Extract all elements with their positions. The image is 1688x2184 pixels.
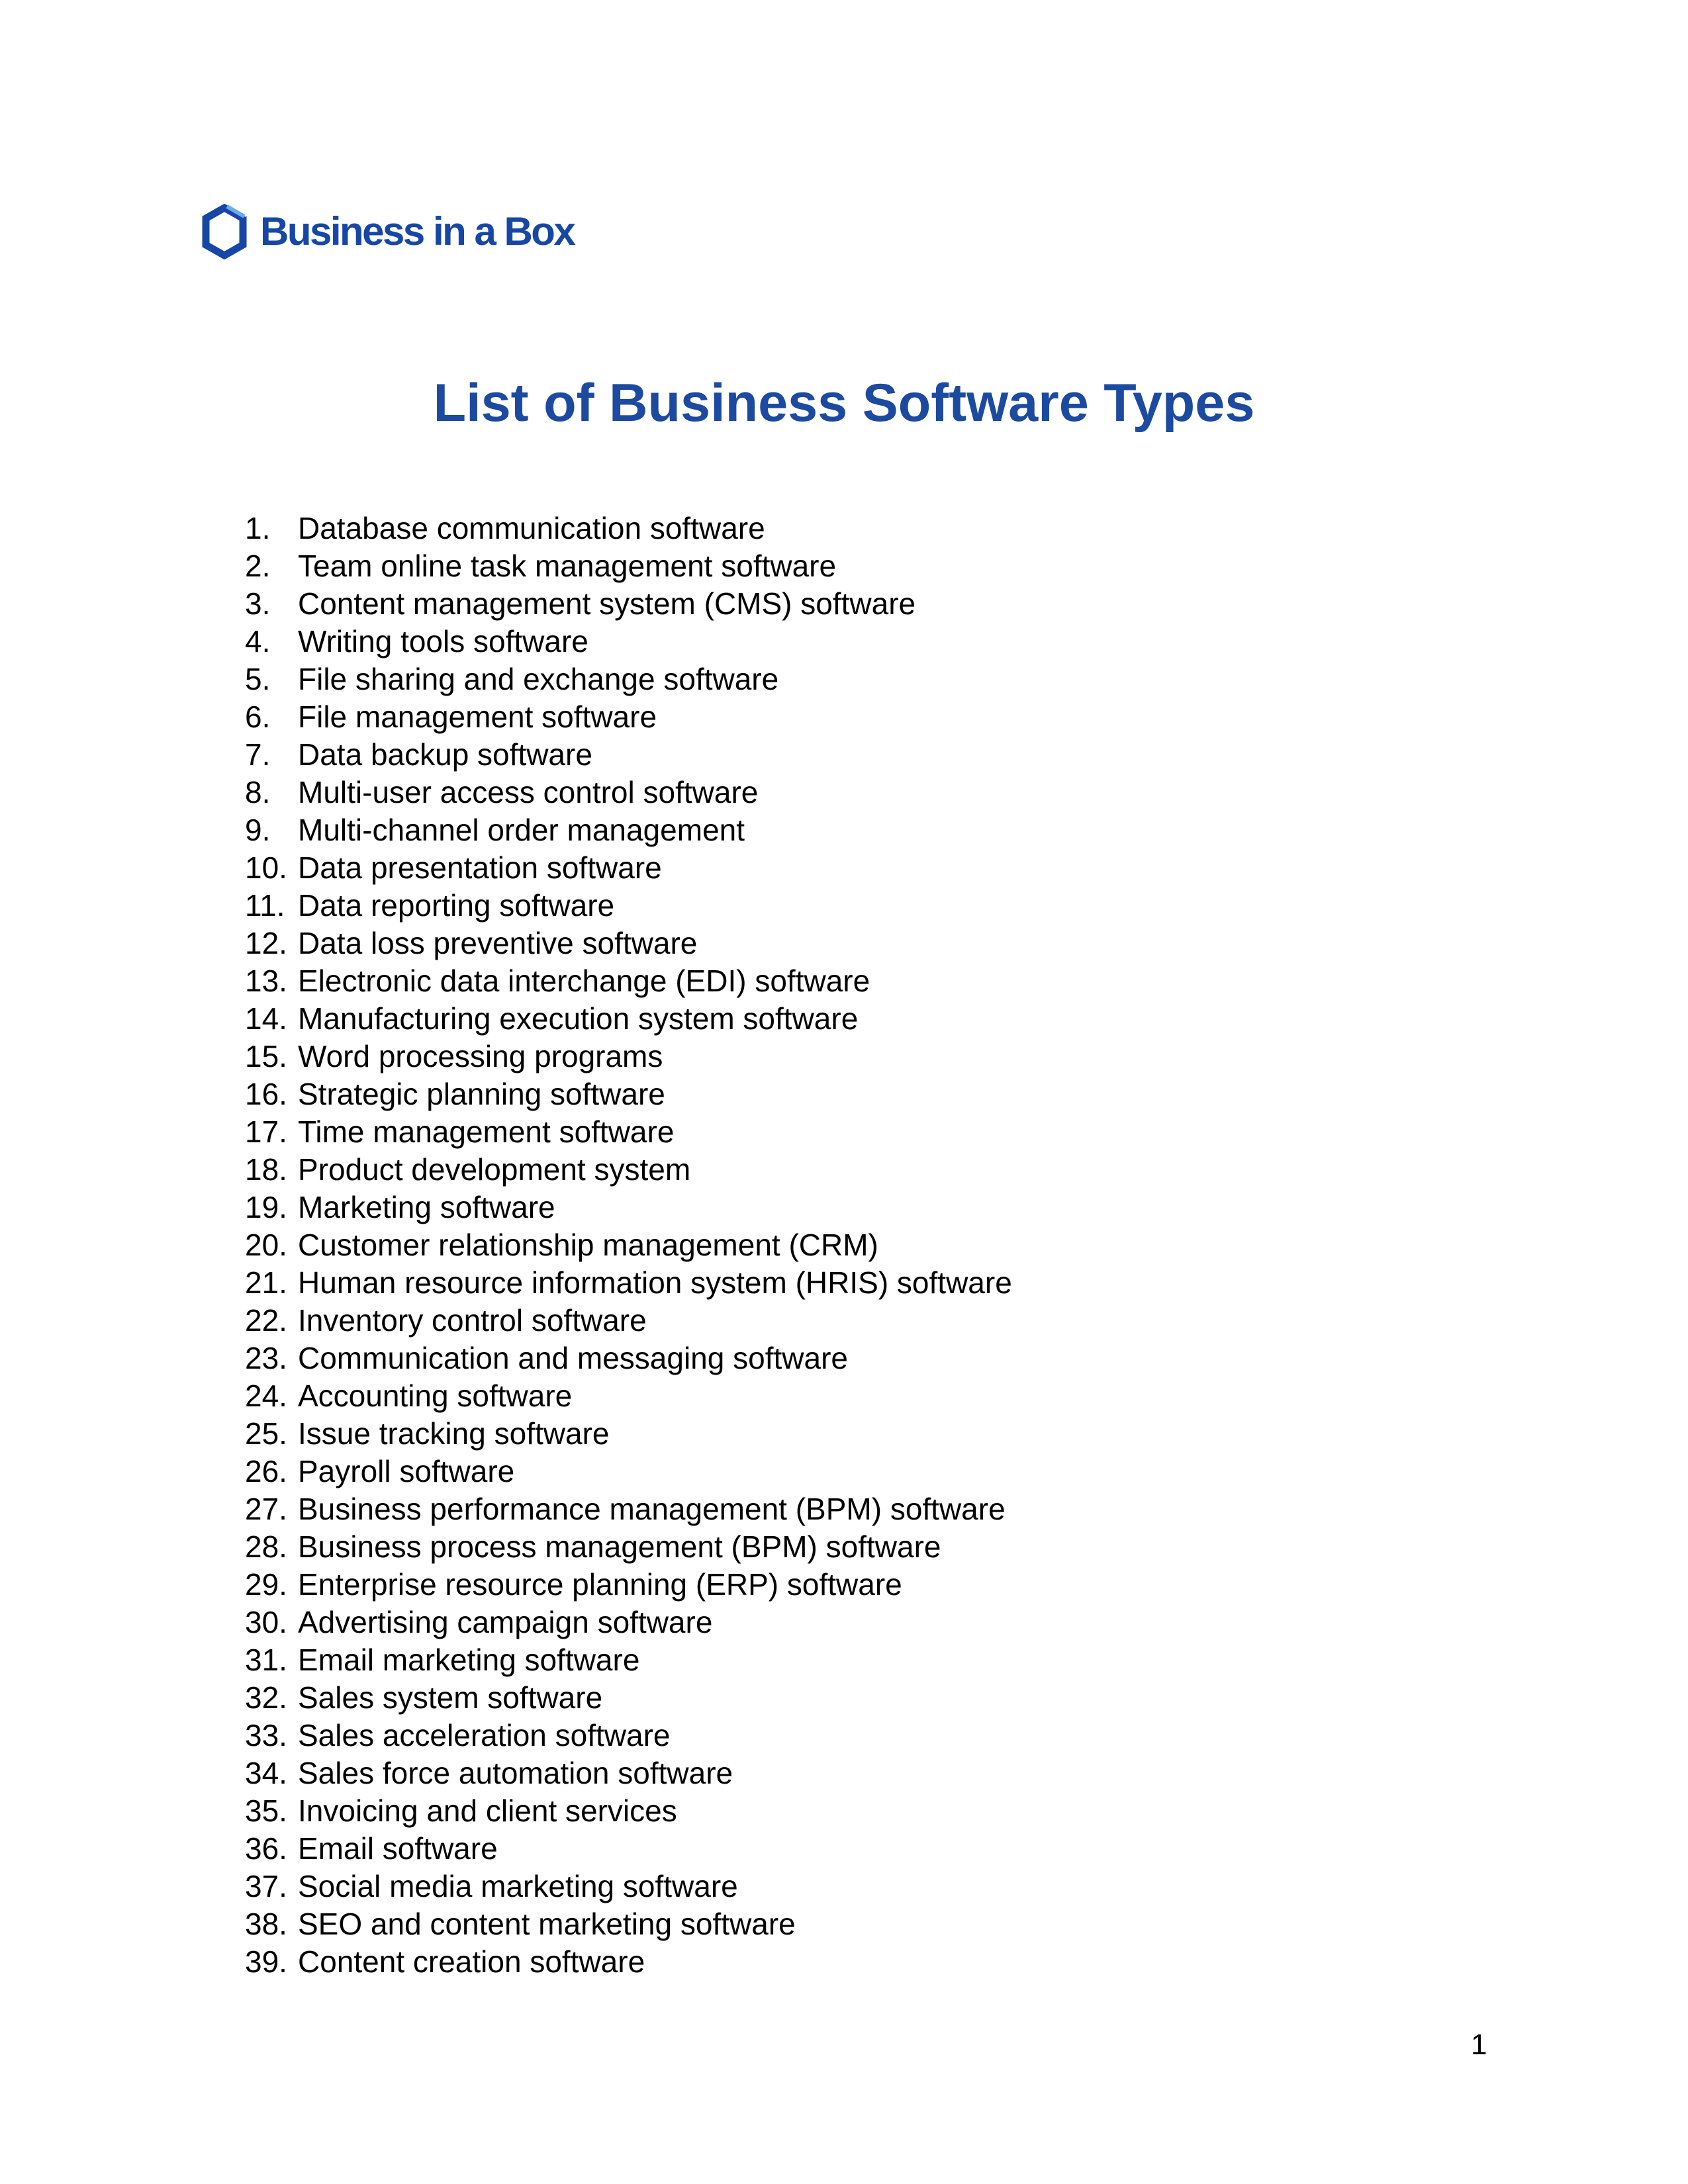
list-item-number: 4. xyxy=(245,624,271,659)
list-item-number: 32. xyxy=(245,1680,287,1715)
list-item-number: 16. xyxy=(245,1077,287,1111)
list-item-text: Data loss preventive software xyxy=(298,926,698,960)
list-item-number: 15. xyxy=(245,1039,287,1073)
list-item-number: 12. xyxy=(245,926,287,960)
list-item-text: Product development system xyxy=(298,1152,691,1187)
list-item-number: 11. xyxy=(245,888,285,923)
list-item xyxy=(245,1189,1012,1226)
list-item-text: Team online task management software xyxy=(298,549,837,583)
list-item xyxy=(245,1000,1012,1038)
list-item-number: 8. xyxy=(245,775,271,809)
list-item xyxy=(245,1754,1012,1792)
hexagon-logo-icon xyxy=(201,204,248,259)
list-item xyxy=(245,1868,1012,1905)
list-item-text: Customer relationship management (CRM) xyxy=(298,1228,878,1262)
list-item xyxy=(245,1490,1012,1528)
list-item-number: 5. xyxy=(245,662,271,696)
list-item-number: 39. xyxy=(245,1944,287,1979)
list-item xyxy=(245,698,1012,736)
list-item-number: 28. xyxy=(245,1529,287,1564)
list-item xyxy=(245,1113,1012,1151)
software-types-list xyxy=(245,510,1012,1981)
list-item xyxy=(245,660,1012,698)
list-item xyxy=(245,1377,1012,1415)
list-item-number: 23. xyxy=(245,1341,287,1375)
list-item xyxy=(245,1302,1012,1340)
list-item-text: SEO and content marketing software xyxy=(298,1907,796,1941)
list-item xyxy=(245,510,1012,547)
list-item-text: Electronic data interchange (EDI) software xyxy=(298,964,870,998)
list-item xyxy=(245,1340,1012,1377)
list-item-number: 9. xyxy=(245,813,271,847)
list-item-text: Sales acceleration software xyxy=(298,1718,671,1752)
list-item-text: Multi-channel order management xyxy=(298,813,745,847)
list-item-text: Communication and messaging software xyxy=(298,1341,848,1375)
list-item-text: Sales system software xyxy=(298,1680,603,1715)
list-item xyxy=(245,1905,1012,1943)
list-item-number: 17. xyxy=(245,1115,287,1149)
list-item xyxy=(245,1792,1012,1830)
list-item-text: File sharing and exchange software xyxy=(298,662,779,696)
list-item-number: 38. xyxy=(245,1907,287,1941)
list-item-number: 25. xyxy=(245,1416,287,1451)
list-item-number: 14. xyxy=(245,1001,287,1036)
list-item xyxy=(245,1641,1012,1679)
list-item xyxy=(245,1226,1012,1264)
list-item xyxy=(245,1038,1012,1075)
list-item-text: Data backup software xyxy=(298,737,592,772)
list-item xyxy=(245,811,1012,849)
list-item xyxy=(245,1075,1012,1113)
list-item-text: Data reporting software xyxy=(298,888,615,923)
list-item-number: 34. xyxy=(245,1756,287,1790)
list-item-number: 29. xyxy=(245,1567,287,1602)
brand-logo xyxy=(201,204,574,259)
list-item-number: 26. xyxy=(245,1454,287,1488)
list-item-text: Data presentation software xyxy=(298,850,662,885)
list-item-number: 20. xyxy=(245,1228,287,1262)
list-item xyxy=(245,849,1012,887)
list-item xyxy=(245,1151,1012,1189)
list-item xyxy=(245,736,1012,774)
list-item xyxy=(245,585,1012,623)
list-item-text: Database communication software xyxy=(298,511,765,545)
list-item xyxy=(245,623,1012,660)
list-item xyxy=(245,1566,1012,1604)
list-item-text: Sales force automation software xyxy=(298,1756,733,1790)
list-item xyxy=(245,925,1012,962)
list-item-text: Time management software xyxy=(298,1115,675,1149)
list-item-text: Accounting software xyxy=(298,1379,573,1413)
logo-text: Business in a Box xyxy=(260,209,575,253)
list-item-text: Email software xyxy=(298,1831,498,1866)
list-item-number: 3. xyxy=(245,586,271,621)
list-item xyxy=(245,1679,1012,1717)
page-title: List of Business Software Types xyxy=(433,373,1255,433)
list-item xyxy=(245,1717,1012,1754)
list-item xyxy=(245,774,1012,811)
list-item-text: Manufacturing execution system software xyxy=(298,1001,859,1036)
list-item-number: 31. xyxy=(245,1643,287,1677)
list-item-number: 37. xyxy=(245,1869,287,1903)
list-item xyxy=(245,1453,1012,1490)
list-item-text: Word processing programs xyxy=(298,1039,663,1073)
page-number: 1 xyxy=(1471,2028,1487,2061)
list-item-number: 18. xyxy=(245,1152,287,1187)
list-item-text: Inventory control software xyxy=(298,1303,647,1338)
list-item-number: 7. xyxy=(245,737,271,772)
list-item-number: 13. xyxy=(245,964,287,998)
list-item-text: Multi-user access control software xyxy=(298,775,759,809)
list-item-number: 22. xyxy=(245,1303,287,1338)
list-item-text: Content management system (CMS) software xyxy=(298,586,916,621)
list-item-text: Writing tools software xyxy=(298,624,588,659)
list-item xyxy=(245,962,1012,1000)
list-item-number: 2. xyxy=(245,549,271,583)
list-item-text: Enterprise resource planning (ERP) software xyxy=(298,1567,902,1602)
list-item-text: Payroll software xyxy=(298,1454,515,1488)
list-item xyxy=(245,1264,1012,1302)
list-item-text: Content creation software xyxy=(298,1944,645,1979)
list-item-number: 30. xyxy=(245,1605,287,1639)
list-item-text: Advertising campaign software xyxy=(298,1605,713,1639)
list-item xyxy=(245,1604,1012,1641)
list-item-text: File management software xyxy=(298,700,657,734)
list-item-number: 1. xyxy=(245,511,271,545)
list-item-number: 21. xyxy=(245,1265,287,1300)
list-item-text: Marketing software xyxy=(298,1190,555,1224)
list-item xyxy=(245,547,1012,585)
list-item-text: Invoicing and client services xyxy=(298,1794,677,1828)
list-item-text: Issue tracking software xyxy=(298,1416,610,1451)
list-item xyxy=(245,1943,1012,1981)
list-item-text: Business performance management (BPM) software xyxy=(298,1492,1006,1526)
list-item-text: Social media marketing software xyxy=(298,1869,738,1903)
list-item xyxy=(245,1528,1012,1566)
list-item-text: Email marketing software xyxy=(298,1643,640,1677)
list-item-number: 36. xyxy=(245,1831,287,1866)
list-item-number: 6. xyxy=(245,700,271,734)
list-item xyxy=(245,887,1012,925)
list-item-number: 35. xyxy=(245,1794,287,1828)
list-item-number: 24. xyxy=(245,1379,287,1413)
list-item-text: Human resource information system (HRIS) software xyxy=(298,1265,1012,1300)
list-item-number: 10. xyxy=(245,850,287,885)
list-item-number: 33. xyxy=(245,1718,287,1752)
list-item xyxy=(245,1830,1012,1868)
list-item-text: Business process management (BPM) software xyxy=(298,1529,941,1564)
list-item-text: Strategic planning software xyxy=(298,1077,665,1111)
list-item xyxy=(245,1415,1012,1453)
list-item-number: 27. xyxy=(245,1492,287,1526)
list-item-number: 19. xyxy=(245,1190,287,1224)
